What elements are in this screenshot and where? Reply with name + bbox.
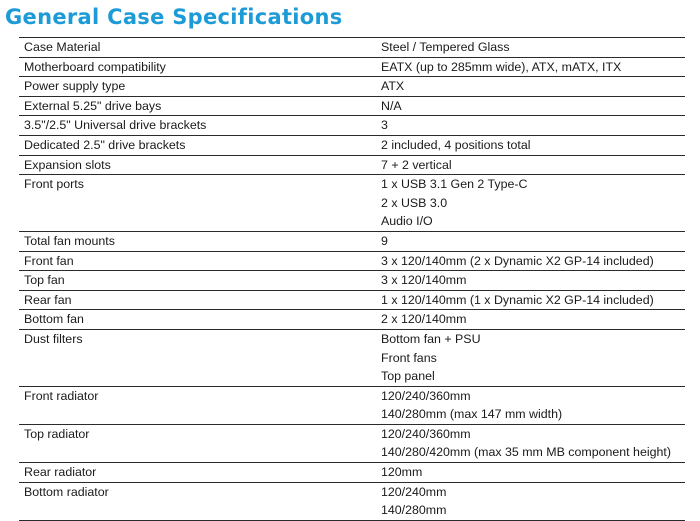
- spec-label-cell: [19, 231, 376, 251]
- spec-row: [19, 175, 685, 232]
- spec-value: 2 included, 4 positions total: [381, 137, 531, 152]
- spec-value: 1 x 120/140mm (1 x Dynamic X2 GP-14 included): [381, 292, 654, 307]
- spec-value-cell: [376, 135, 685, 155]
- spec-value: 3 x 120/140mm (2 x Dynamic X2 GP-14 included): [381, 253, 654, 268]
- spec-value: 7 + 2 vertical: [381, 157, 452, 172]
- spec-label: Case Material: [24, 40, 101, 54]
- spec-label-cell: [19, 386, 376, 424]
- spec-label: External 5.25" drive bays: [24, 98, 162, 113]
- spec-row: [19, 231, 685, 251]
- spec-label: Top radiator: [24, 426, 90, 441]
- spec-value-cell: [376, 424, 685, 462]
- spec-label-cell: [19, 271, 376, 291]
- spec-table: [19, 37, 685, 521]
- spec-label: Bottom radiator: [24, 484, 109, 499]
- spec-value: 140/280mm (max 147 mm width): [381, 407, 563, 422]
- spec-label-cell: [19, 251, 376, 271]
- page-title: General Case Specifications: [5, 5, 343, 29]
- spec-value-cell: [376, 290, 685, 310]
- spec-label: Dedicated 2.5" drive brackets: [24, 137, 186, 152]
- spec-table-body: [19, 38, 685, 521]
- spec-value: Audio I/O: [381, 214, 433, 229]
- spec-row: [19, 96, 685, 116]
- spec-value: 120/240/360mm: [381, 388, 471, 403]
- spec-label-cell: [19, 155, 376, 175]
- spec-value-cell: [376, 231, 685, 251]
- spec-value-cell: [376, 271, 685, 291]
- spec-row: [19, 271, 685, 291]
- spec-row: [19, 77, 685, 97]
- spec-label-cell: [19, 116, 376, 136]
- spec-value: 3: [381, 118, 388, 133]
- spec-value: Bottom fan + PSU: [381, 331, 481, 346]
- spec-label: Front fan: [24, 253, 74, 268]
- spec-label-cell: [19, 290, 376, 310]
- spec-label-cell: [19, 463, 376, 483]
- spec-label-cell: [19, 310, 376, 330]
- spec-value: 1 x USB 3.1 Gen 2 Type-C: [381, 177, 528, 192]
- spec-value-cell: [376, 310, 685, 330]
- spec-row: [19, 424, 685, 462]
- spec-value: N/A: [381, 98, 402, 113]
- spec-label: Rear radiator: [24, 465, 97, 480]
- spec-label: Total fan mounts: [24, 233, 115, 248]
- spec-label-cell: [19, 424, 376, 462]
- spec-value-cell: [376, 251, 685, 271]
- spec-row: [19, 155, 685, 175]
- spec-row: [19, 57, 685, 77]
- spec-value: 120/240/360mm: [381, 426, 471, 441]
- spec-label-cell: [19, 482, 376, 520]
- spec-row: [19, 482, 685, 520]
- spec-value: 3 x 120/140mm: [381, 273, 467, 288]
- spec-value-cell: [376, 116, 685, 136]
- spec-value-cell: [376, 175, 685, 232]
- spec-value: 9: [381, 233, 388, 248]
- spec-label: Rear fan: [24, 292, 72, 307]
- spec-value: Front fans: [381, 350, 437, 365]
- spec-value: ATX: [381, 79, 405, 94]
- spec-label: Top fan: [24, 273, 65, 288]
- spec-value-cell: [376, 329, 685, 386]
- spec-label: Expansion slots: [24, 157, 111, 172]
- spec-value: 120/240mm: [381, 484, 447, 499]
- spec-label: Front ports: [24, 177, 84, 192]
- spec-value-cell: [376, 57, 685, 77]
- spec-value-cell: [376, 155, 685, 175]
- spec-value: 2 x 120/140mm: [381, 312, 467, 327]
- spec-row: [19, 116, 685, 136]
- spec-label-cell: [19, 329, 376, 386]
- spec-row: [19, 38, 685, 58]
- spec-label-cell: [19, 38, 376, 58]
- spec-label: Dust filters: [24, 331, 83, 346]
- spec-value-cell: [376, 38, 685, 58]
- spec-row: [19, 135, 685, 155]
- spec-value-cell: [376, 463, 685, 483]
- spec-label: Bottom fan: [24, 312, 84, 327]
- spec-row: [19, 329, 685, 386]
- spec-value: 2 x USB 3.0: [381, 195, 448, 210]
- spec-label-cell: [19, 175, 376, 232]
- spec-row: [19, 386, 685, 424]
- spec-value: Top panel: [381, 369, 435, 384]
- spec-value: 120mm: [381, 465, 423, 480]
- spec-value-cell: [376, 77, 685, 97]
- spec-value: EATX (up to 285mm wide), ATX, mATX, ITX: [381, 59, 622, 74]
- spec-label-cell: [19, 96, 376, 116]
- spec-value: 140/280/420mm (max 35 mm MB component height): [381, 445, 671, 460]
- spec-label: Power supply type: [24, 79, 126, 94]
- spec-row: [19, 290, 685, 310]
- spec-label: Front radiator: [24, 388, 99, 403]
- spec-label: 3.5"/2.5" Universal drive brackets: [24, 118, 207, 133]
- spec-label-cell: [19, 57, 376, 77]
- spec-value-cell: [376, 96, 685, 116]
- spec-value: Steel / Tempered Glass: [381, 40, 510, 54]
- spec-label: Motherboard compatibility: [24, 59, 166, 74]
- spec-label-cell: [19, 135, 376, 155]
- spec-value-cell: [376, 482, 685, 520]
- spec-row: [19, 310, 685, 330]
- spec-value: 140/280mm: [381, 503, 447, 518]
- spec-row: [19, 251, 685, 271]
- spec-label-cell: [19, 77, 376, 97]
- spec-value-cell: [376, 386, 685, 424]
- spec-row: [19, 463, 685, 483]
